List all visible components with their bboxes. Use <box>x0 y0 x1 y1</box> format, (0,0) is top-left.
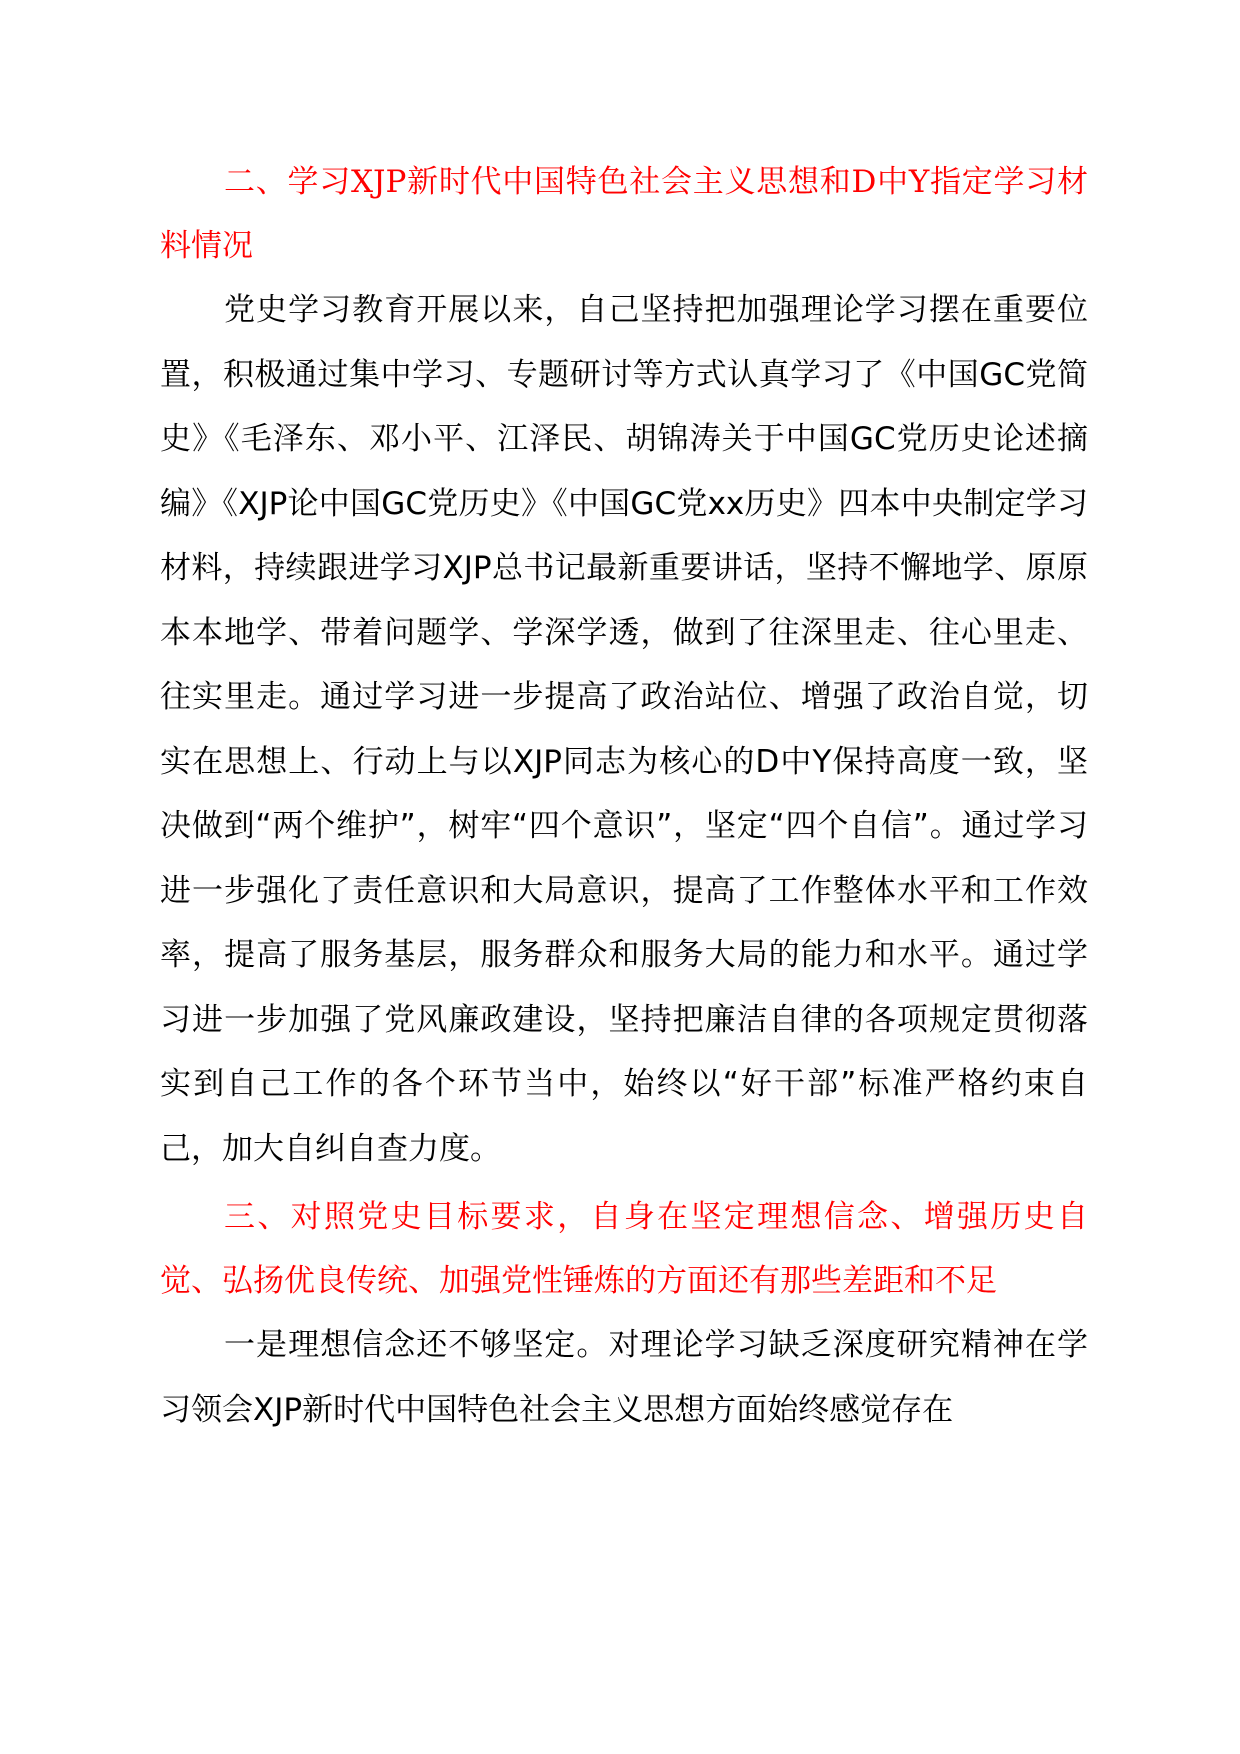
section-three-heading: 三、对照党史目标要求，自身在坚定理想信念、增强历史自觉、弘扬优良传统、加强党性锤炼的方面还有那些差距和不足 <box>160 1199 1088 1299</box>
section-two-body: 党史学习教育开展以来，自己坚持把加强理论学习摆在重要位置，积极通过集中学习、专题研讨等方式认真学习了《中国GC党简史》《毛泽东、邓小平、江泽民、胡锦涛关于中国GC党历史论述摘编》《XJP论中国GC党历史》《中国GC党xx历史》四本中央制定学习材料，持续跟进学习XJP总书记最新重要讲话，坚持不懈地学、原原本本地学、带着问题学、学深学透，做到了往深里走、往心里走、往实里走。通过学习进一步提高了政治站位、增强了政治自觉，切实在思想上、行动上与以XJP同志为核心的D中Y保持高度一致，坚决做到“两个维护”，树牢“四个意识”，坚定“四个自信”。通过学习进一步强化了责任意识和大局意识，提高了工作整体水平和工作效率，提高了服务基层，服务群众和服务大局的能力和水平。通过学习进一步加强了党风廉政建设，坚持把廉洁自律的各项规定贯彻落实到自己工作的各个环节当中，始终以“好干部”标准严格约束自己，加大自纠自查力度。 <box>160 292 1088 1167</box>
section-three-body: 一是理想信念还不够坚定。对理论学习缺乏深度研究精神在学习领会XJP新时代中国特色社会主义思想方面始终感觉存在 <box>160 1327 1088 1428</box>
section-two-heading: 二、学习XJP新时代中国特色社会主义思想和D中Y指定学习材料情况 <box>160 164 1088 264</box>
document-content <box>160 150 1088 1442</box>
